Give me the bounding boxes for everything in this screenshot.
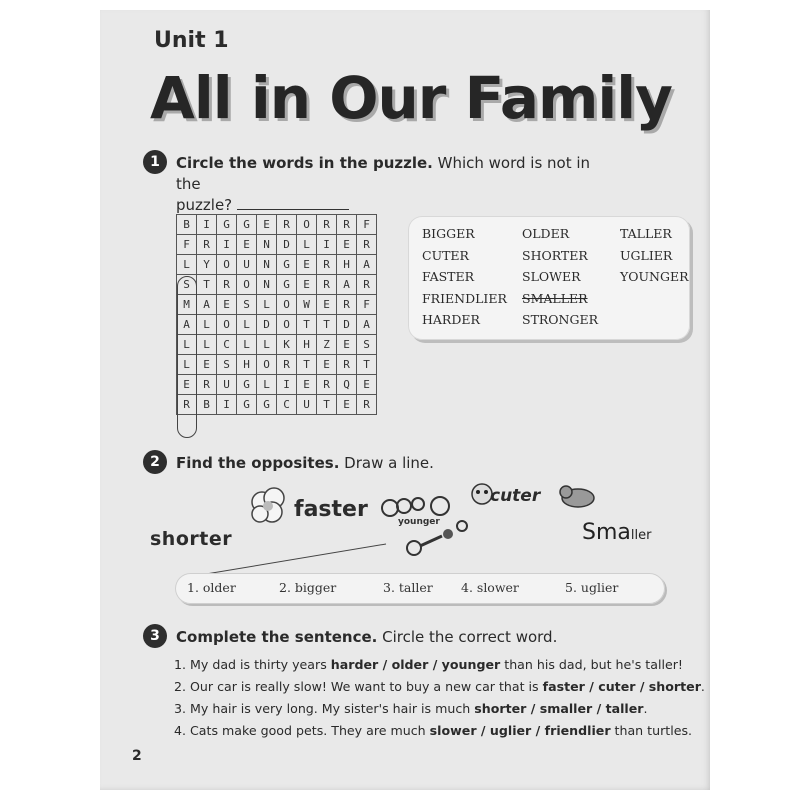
puzzle-cell[interactable]: S xyxy=(217,355,237,375)
page-number: 2 xyxy=(132,748,142,764)
puzzle-cell[interactable]: E xyxy=(297,275,317,295)
exercise-1-line2: puzzle? xyxy=(176,196,233,214)
puzzle-cell[interactable]: E xyxy=(317,295,337,315)
puzzle-cell[interactable]: L xyxy=(177,255,197,275)
puzzle-cell[interactable]: L xyxy=(257,295,277,315)
puzzle-cell[interactable]: G xyxy=(277,275,297,295)
sentence-text: 3. My hair is very long. My sister's hair is much xyxy=(174,701,475,716)
exercise-1-number: 1 xyxy=(143,150,167,174)
page-title: All in Our Family xyxy=(150,64,672,132)
puzzle-cell[interactable]: S xyxy=(357,335,377,355)
word-choices[interactable]: shorter / smaller / taller xyxy=(474,701,644,716)
word-bank-item: BIGGER xyxy=(422,226,475,241)
puzzle-cell[interactable]: E xyxy=(337,395,357,415)
puzzle-cell[interactable]: R xyxy=(277,215,297,235)
sentence-line xyxy=(174,701,648,716)
puzzle-cell[interactable]: C xyxy=(217,335,237,355)
puzzle-cell[interactable]: U xyxy=(297,395,317,415)
puzzle-cell[interactable]: I xyxy=(217,235,237,255)
word-faster: faster xyxy=(294,497,368,522)
word-bank-item: UGLIER xyxy=(620,247,673,263)
puzzle-cell[interactable]: S xyxy=(237,295,257,315)
puzzle-cell[interactable]: R xyxy=(337,295,357,315)
sentence-text: 1. My dad is thirty years xyxy=(174,657,331,672)
word-bank-item: SMALLER xyxy=(522,290,588,306)
puzzle-cell[interactable]: L xyxy=(237,335,257,355)
puzzle-cell[interactable]: G xyxy=(237,215,257,235)
puzzle-cell[interactable]: Y xyxy=(197,255,217,275)
puzzle-cell[interactable]: E xyxy=(337,235,357,255)
puzzle-cell[interactable]: E xyxy=(317,355,337,375)
puzzle-cell[interactable]: G xyxy=(217,215,237,235)
exercise-3-instruction xyxy=(176,627,557,648)
puzzle-cell[interactable]: R xyxy=(337,355,357,375)
puzzle-cell[interactable]: B xyxy=(177,215,197,235)
puzzle-cell[interactable]: R xyxy=(197,235,217,255)
word-younger: younger xyxy=(398,517,440,527)
puzzle-cell[interactable]: I xyxy=(197,215,217,235)
puzzle-cell[interactable]: E xyxy=(297,375,317,395)
puzzle-cell[interactable]: I xyxy=(317,235,337,255)
puzzle-cell[interactable]: F xyxy=(357,215,377,235)
exercise-1-bold: Circle the words in the puzzle. xyxy=(176,154,433,172)
puzzle-cell[interactable]: L xyxy=(257,375,277,395)
sentence-text: than his dad, but he's taller! xyxy=(500,657,683,672)
puzzle-cell[interactable]: D xyxy=(277,235,297,255)
puzzle-cell[interactable]: R xyxy=(357,395,377,415)
word-cuter: cuter xyxy=(490,486,541,506)
puzzle-cell[interactable]: N xyxy=(257,235,277,255)
opposite-option[interactable]: 1. older xyxy=(187,580,236,595)
puzzle-cell[interactable]: A xyxy=(337,275,357,295)
puzzle-cell[interactable]: R xyxy=(177,395,197,415)
puzzle-cell[interactable]: T xyxy=(357,355,377,375)
puzzle-cell[interactable]: R xyxy=(337,215,357,235)
word-bank-item: SHORTER xyxy=(522,247,588,263)
opposites-answer-bar xyxy=(175,573,665,604)
sentence-text: than turtles. xyxy=(610,723,693,738)
puzzle-cell[interactable]: L xyxy=(257,335,277,355)
baby-toys-icon xyxy=(378,494,468,560)
puzzle-cell[interactable]: T xyxy=(297,355,317,375)
puzzle-cell[interactable]: C xyxy=(277,395,297,415)
word-shorter: shorter xyxy=(150,528,233,550)
puzzle-cell[interactable]: R xyxy=(277,355,297,375)
exercise-2-number: 2 xyxy=(143,450,167,474)
exercise-2-instruction xyxy=(176,453,434,474)
word-bank-item: OLDER xyxy=(522,226,570,241)
opposite-option[interactable]: 2. bigger xyxy=(279,580,337,595)
puzzle-cell[interactable]: R xyxy=(317,215,337,235)
word-bank-item: HARDER xyxy=(422,312,480,327)
tortoise-cloud-icon xyxy=(248,486,294,526)
word-bank-item: SLOWER xyxy=(522,269,581,284)
circled-word-smaller xyxy=(177,276,197,438)
exercise-1-instruction xyxy=(176,153,616,216)
puzzle-cell[interactable]: K xyxy=(277,335,297,355)
puzzle-cell[interactable]: Z xyxy=(317,335,337,355)
word-bank-item: STRONGER xyxy=(522,312,599,327)
puzzle-cell[interactable]: E xyxy=(297,255,317,275)
word-smaller-small: ller xyxy=(630,528,652,543)
puzzle-cell[interactable]: F xyxy=(177,235,197,255)
puzzle-cell[interactable]: I xyxy=(277,375,297,395)
puzzle-cell[interactable]: R xyxy=(357,235,377,255)
puzzle-cell[interactable]: E xyxy=(337,335,357,355)
puzzle-cell[interactable]: G xyxy=(237,375,257,395)
puzzle-cell[interactable]: Q xyxy=(337,375,357,395)
puzzle-cell[interactable]: H xyxy=(297,335,317,355)
word-bank-box xyxy=(408,216,690,340)
word-smaller-big: Sma xyxy=(582,520,631,545)
puzzle-cell[interactable]: F xyxy=(357,295,377,315)
puzzle-cell[interactable]: L xyxy=(197,315,217,335)
puzzle-cell[interactable]: T xyxy=(197,275,217,295)
puzzle-cell[interactable]: E xyxy=(177,375,197,395)
puzzle-cell[interactable]: L xyxy=(237,315,257,335)
word-bank-item: YOUNGER xyxy=(620,269,689,284)
puzzle-cell[interactable]: O xyxy=(277,295,297,315)
word-smaller xyxy=(582,520,651,545)
puzzle-cell[interactable]: S xyxy=(177,275,197,295)
word-bank-item: CUTER xyxy=(422,247,469,263)
puzzle-cell[interactable]: O xyxy=(217,255,237,275)
puzzle-cell[interactable]: U xyxy=(237,255,257,275)
puzzle-cell[interactable]: E xyxy=(237,235,257,255)
puzzle-cell[interactable]: T xyxy=(297,315,317,335)
opposite-option[interactable]: 3. taller xyxy=(383,580,433,595)
word-choices[interactable]: harder / older / younger xyxy=(330,657,501,672)
sentence-text: . xyxy=(700,679,705,694)
puzzle-cell[interactable]: R xyxy=(317,375,337,395)
puzzle-cell[interactable]: O xyxy=(297,215,317,235)
puzzle-cell[interactable]: E xyxy=(257,215,277,235)
opposite-option[interactable]: 5. uglier xyxy=(565,580,619,595)
puzzle-cell[interactable]: E xyxy=(357,375,377,395)
puzzle-cell[interactable]: T xyxy=(317,395,337,415)
puzzle-cell[interactable]: O xyxy=(237,275,257,295)
puzzle-cell[interactable]: N xyxy=(257,255,277,275)
exercise-3-number: 3 xyxy=(143,624,167,648)
puzzle-cell[interactable]: E xyxy=(197,355,217,375)
puzzle-cell[interactable]: G xyxy=(257,395,277,415)
sentence-text: . xyxy=(643,701,648,716)
puzzle-cell[interactable]: L xyxy=(177,355,197,375)
puzzle-cell[interactable]: D xyxy=(257,315,277,335)
puzzle-cell[interactable]: L xyxy=(177,335,197,355)
sentence-line xyxy=(174,657,683,672)
puzzle-cell[interactable]: O xyxy=(277,315,297,335)
sentence-text: 2. Our car is really slow! We want to buy a new car that is xyxy=(174,679,543,694)
puzzle-cell[interactable]: R xyxy=(197,375,217,395)
opposite-option[interactable]: 4. slower xyxy=(461,580,519,595)
puzzle-cell[interactable]: R xyxy=(357,275,377,295)
puzzle-cell[interactable]: W xyxy=(297,295,317,315)
puzzle-cell[interactable]: I xyxy=(217,395,237,415)
puzzle-cell[interactable]: A xyxy=(357,255,377,275)
puzzle-cell[interactable]: O xyxy=(217,315,237,335)
puzzle-cell[interactable]: B xyxy=(197,395,217,415)
exercise-2-rest: Draw a line. xyxy=(339,454,434,472)
word-search-grid[interactable] xyxy=(176,214,377,415)
sentence-line xyxy=(174,723,692,738)
puzzle-cell[interactable]: L xyxy=(197,335,217,355)
puzzle-cell[interactable]: H xyxy=(337,255,357,275)
puzzle-cell[interactable]: R xyxy=(217,275,237,295)
word-choices[interactable]: slower / uglier / friendlier xyxy=(429,723,611,738)
answer-blank[interactable] xyxy=(237,195,349,210)
puzzle-cell[interactable]: U xyxy=(217,375,237,395)
word-bank-item: FRIENDLIER xyxy=(422,290,507,306)
exercise-3-bold: Complete the sentence. xyxy=(176,628,378,646)
puzzle-cell[interactable]: L xyxy=(297,235,317,255)
puzzle-cell[interactable]: G xyxy=(237,395,257,415)
puzzle-cell[interactable]: G xyxy=(277,255,297,275)
puzzle-cell[interactable]: O xyxy=(257,355,277,375)
puzzle-cell[interactable]: R xyxy=(317,255,337,275)
sentence-line xyxy=(174,679,705,694)
exercise-3-rest: Circle the correct word. xyxy=(377,628,558,646)
unit-label: Unit 1 xyxy=(154,28,229,53)
word-bank-item: TALLER xyxy=(620,226,672,241)
puzzle-cell[interactable]: E xyxy=(217,295,237,315)
word-bank-item: FASTER xyxy=(422,269,475,284)
sentence-text: 4. Cats make good pets. They are much xyxy=(174,723,430,738)
exercise-1-rest: Which word is not in the xyxy=(176,154,591,193)
puzzle-cell[interactable]: T xyxy=(317,315,337,335)
exercise-2-bold: Find the opposites. xyxy=(176,454,340,472)
word-choices[interactable]: faster / cuter / shorter xyxy=(542,679,701,694)
puzzle-cell[interactable]: D xyxy=(337,315,357,335)
puzzle-cell[interactable]: H xyxy=(237,355,257,375)
puzzle-cell[interactable]: N xyxy=(257,275,277,295)
puzzle-cell[interactable]: A xyxy=(177,315,197,335)
puzzle-cell[interactable]: R xyxy=(317,275,337,295)
puzzle-cell[interactable]: M xyxy=(177,295,197,315)
puzzle-cell[interactable]: A xyxy=(197,295,217,315)
puzzle-cell[interactable]: A xyxy=(357,315,377,335)
